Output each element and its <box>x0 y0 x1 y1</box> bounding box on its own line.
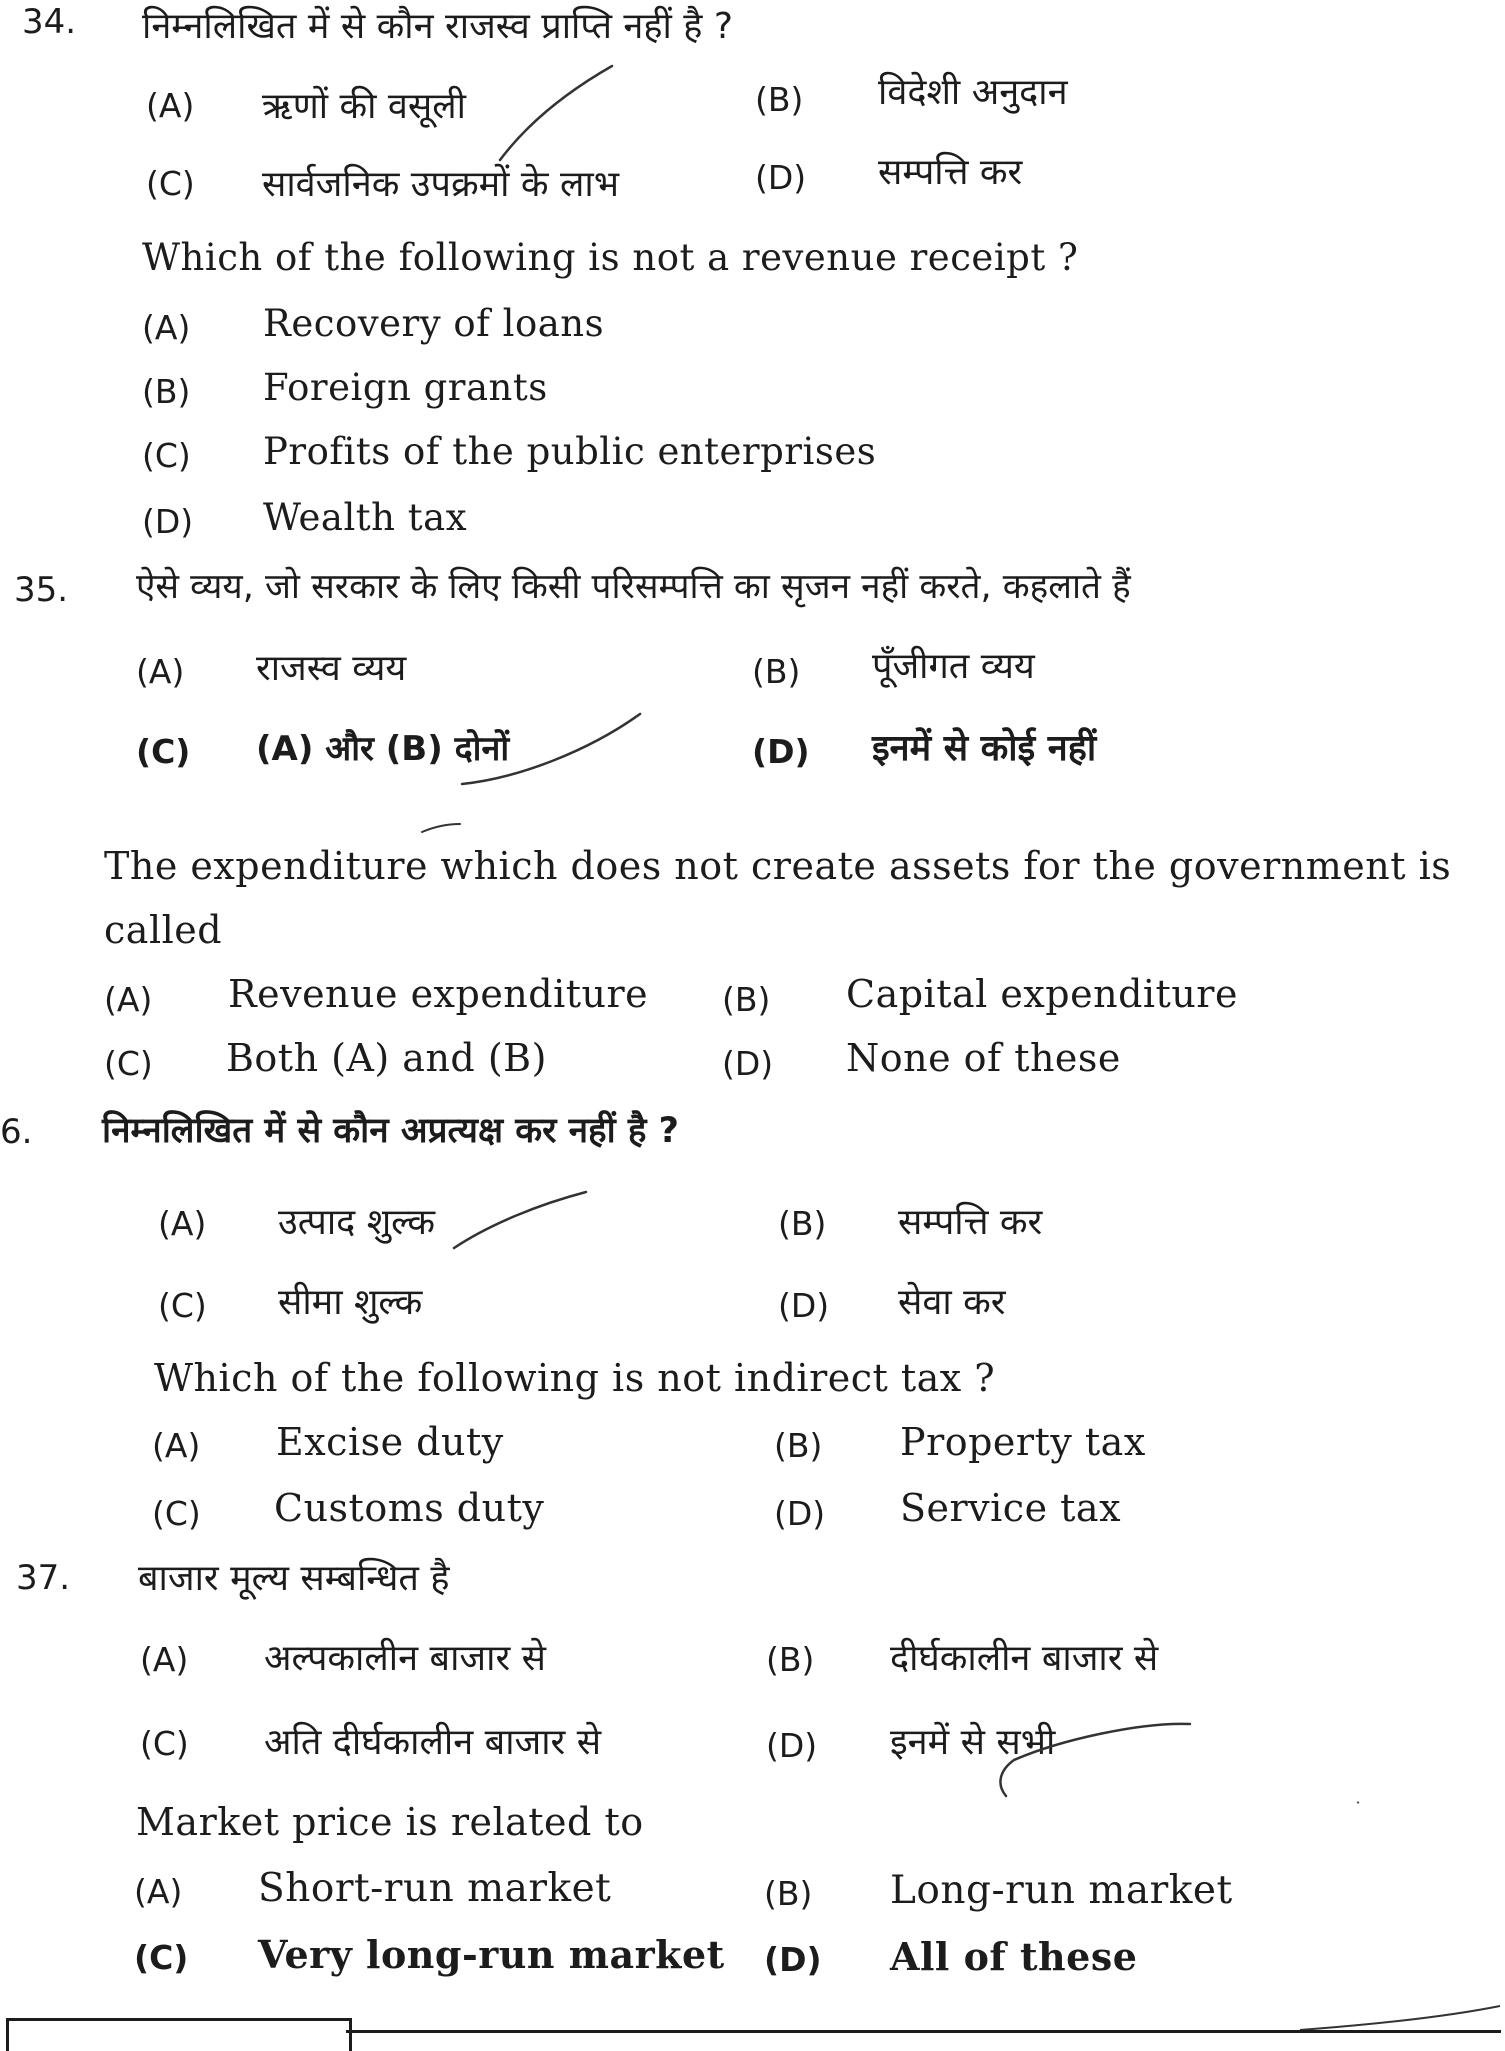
option-text-english-d: None of these <box>846 1036 1121 1080</box>
option-label-b: (B) <box>752 652 801 691</box>
option-text-english-a: Excise duty <box>276 1420 504 1464</box>
option-label-a: (A) <box>134 1872 183 1911</box>
option-text-hindi-a: राजस्व व्यय <box>256 648 407 689</box>
option-text-english-b: Long-run market <box>890 1868 1233 1913</box>
option-label-d: (D) <box>774 1494 826 1533</box>
option-label-b: (B) <box>766 1640 815 1679</box>
option-label-a: (A) <box>158 1204 207 1243</box>
option-label-b: (B) <box>755 80 804 119</box>
option-label-a: (A) <box>140 1640 189 1679</box>
option-text-english-c: Customs duty <box>274 1486 545 1530</box>
option-label-c: (C) <box>104 1044 153 1083</box>
option-text-english-a: Recovery of loans <box>263 302 605 345</box>
option-text-english-c: Very long-run market <box>258 1932 725 1977</box>
option-text-hindi-d: इनमें से सभी <box>890 1722 1056 1763</box>
option-text-hindi-c: सार्वजनिक उपक्रमों के लाभ <box>262 164 620 205</box>
option-label-c: (C) <box>146 164 195 203</box>
option-text-english-c: Both (A) and (B) <box>226 1036 547 1080</box>
option-label-d: (D) <box>722 1044 774 1083</box>
option-label-d: (D) <box>142 502 194 541</box>
option-text-hindi-b: पूँजीगत व्यय <box>872 646 1035 687</box>
option-label-d: (D) <box>752 732 810 771</box>
option-text-english-c: Profits of the public enterprises <box>263 430 877 473</box>
question-text-english: Market price is related to <box>136 1800 644 1844</box>
footer-box <box>6 2018 352 2051</box>
option-text-hindi-a: उत्पाद शुल्क <box>278 1202 436 1243</box>
option-text-hindi-b: दीर्घकालीन बाजार से <box>890 1638 1159 1679</box>
option-label-a: (A) <box>146 86 195 125</box>
option-text-hindi-d: सेवा कर <box>898 1282 1006 1323</box>
option-text-hindi-b: विदेशी अनुदान <box>878 72 1068 113</box>
question-text-english: Which of the following is not indirect tax ? <box>154 1356 996 1400</box>
pen-dot <box>1357 1802 1359 1803</box>
option-text-english-d: All of these <box>890 1934 1138 1979</box>
option-text-hindi-b: सम्पत्ति कर <box>898 1202 1043 1243</box>
option-text-hindi-c: सीमा शुल्क <box>278 1282 423 1323</box>
question-text-english-line2: called <box>104 908 223 952</box>
option-text-hindi-c: (A) और (B) दोनों <box>256 729 510 769</box>
question-text-hindi: निम्नलिखित में से कौन राजस्व प्राप्ति नहीं है ? <box>142 6 733 47</box>
question-text-hindi: बाजार मूल्य सम्बन्धित है <box>138 1558 450 1599</box>
option-text-english-d: Wealth tax <box>263 496 468 539</box>
option-label-c: (C) <box>136 732 191 771</box>
pen-mark-q35 <box>422 824 460 832</box>
option-text-hindi-d: सम्पत्ति कर <box>878 152 1023 193</box>
option-label-b: (B) <box>774 1426 823 1465</box>
option-label-c: (C) <box>152 1494 201 1533</box>
option-label-c: (C) <box>134 1938 189 1977</box>
option-text-english-d: Service tax <box>900 1486 1122 1530</box>
question-text-hindi: निम्नलिखित में से कौन अप्रत्यक्ष कर नहीं है ? <box>102 1111 679 1151</box>
option-text-hindi-d: इनमें से कोई नहीं <box>872 728 1097 769</box>
option-label-d: (D) <box>778 1286 830 1325</box>
option-label-b: (B) <box>722 980 771 1019</box>
option-label-a: (A) <box>142 308 191 347</box>
option-text-hindi-a: अल्पकालीन बाजार से <box>264 1638 546 1679</box>
question-number: 35. <box>14 570 69 610</box>
option-text-english-b: Capital expenditure <box>846 972 1238 1016</box>
option-label-c: (C) <box>142 436 191 475</box>
option-label-d: (D) <box>766 1726 818 1765</box>
option-text-english-b: Foreign grants <box>263 366 548 409</box>
pen-line-footer <box>1300 2006 1500 2030</box>
question-text-english-line1: The expenditure which does not create assets for the government is <box>104 844 1452 888</box>
question-number: 34. <box>22 2 77 42</box>
question-number: 6. <box>0 1112 33 1152</box>
pen-tick-q36 <box>454 1192 586 1248</box>
option-text-english-a: Short-run market <box>258 1866 612 1911</box>
option-text-english-b: Property tax <box>900 1420 1146 1464</box>
option-label-b: (B) <box>778 1204 827 1243</box>
option-label-d: (D) <box>755 158 807 197</box>
option-text-hindi-a: ऋणों की वसूली <box>262 86 467 127</box>
option-text-english-a: Revenue expenditure <box>228 972 649 1016</box>
option-label-d: (D) <box>764 1940 822 1979</box>
footer-rule <box>346 2030 1501 2033</box>
option-label-c: (C) <box>140 1724 189 1763</box>
option-label-b: (B) <box>764 1874 813 1913</box>
pen-tick-q34 <box>500 66 612 160</box>
option-label-c: (C) <box>158 1286 207 1325</box>
question-text-english: Which of the following is not a revenue receipt ? <box>142 236 1079 279</box>
option-label-a: (A) <box>136 652 185 691</box>
question-number: 37. <box>16 1558 71 1598</box>
option-text-hindi-c: अति दीर्घकालीन बाजार से <box>264 1722 602 1763</box>
option-label-a: (A) <box>104 980 153 1019</box>
option-label-a: (A) <box>152 1426 201 1465</box>
question-text-hindi: ऐसे व्यय, जो सरकार के लिए किसी परिसम्पत्ति का सृजन नहीं करते, कहलाते हैं <box>136 567 1131 607</box>
option-label-b: (B) <box>142 372 191 411</box>
